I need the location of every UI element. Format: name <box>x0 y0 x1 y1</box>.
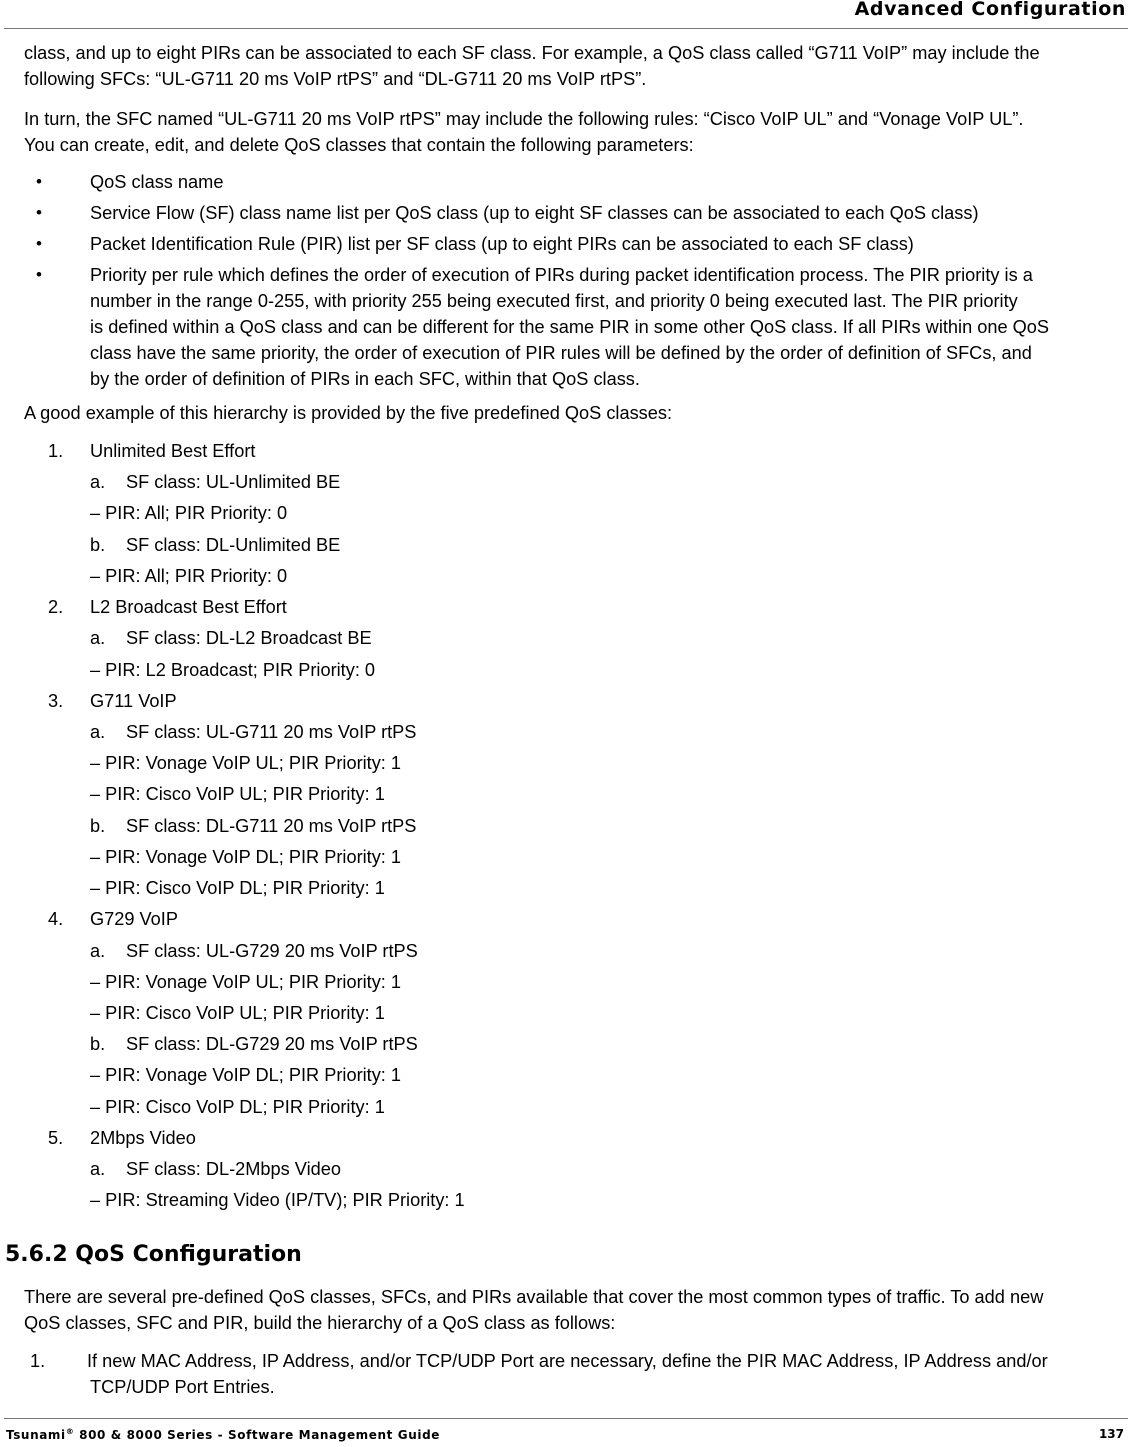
sf-class: SF class: DL-2Mbps Video <box>126 1159 341 1179</box>
list-number: 1. <box>48 441 64 461</box>
intro-line: In turn, the SFC named “UL-G711 20 ms VoIP rtPS” may include the following rules: “Cisco VoIP UL” and “Vonage VoIP UL”. <box>24 109 1024 129</box>
intro-line: following SFCs: “UL-G711 20 ms VoIP rtPS” and “DL-G711 20 ms VoIP rtPS”. <box>24 69 647 89</box>
pir-entry: – PIR: Cisco VoIP UL; PIR Priority: 1 <box>90 784 385 804</box>
page-number: 137 <box>1098 1427 1124 1441</box>
qos-class-name: G729 VoIP <box>90 909 178 929</box>
bullet-dot: • <box>36 203 42 222</box>
sf-letter: a. <box>90 628 106 648</box>
footer-rule <box>4 1418 1128 1419</box>
sf-letter: b. <box>90 816 106 836</box>
step-text: TCP/UDP Port Entries. <box>90 1377 275 1397</box>
list-number: 5. <box>48 1128 64 1148</box>
footer-guide-title: 800 & 8000 Series - Software Management Guide <box>74 1428 441 1442</box>
qos-class-name: Unlimited Best Effort <box>90 441 256 461</box>
pir-entry: – PIR: Streaming Video (IP/TV); PIR Priority: 1 <box>90 1190 465 1210</box>
bullet-text: number in the range 0-255, with priority 255 being executed first, and priority 0 being executed last. The PIR priority <box>90 291 1018 311</box>
footer-title <box>6 1427 440 1442</box>
bullet-dot: • <box>36 172 42 191</box>
footer-brand: Tsunami <box>6 1428 66 1442</box>
bullet-text: Packet Identification Rule (PIR) list per SF class (up to eight PIRs can be associated to each SF class) <box>90 234 914 254</box>
sf-class: SF class: UL-G729 20 ms VoIP rtPS <box>126 941 418 961</box>
bullet-text: Service Flow (SF) class name list per QoS class (up to eight SF classes can be associated to each QoS class) <box>90 203 979 223</box>
bullet-text: by the order of definition of PIRs in each SFC, within that QoS class. <box>90 369 640 389</box>
pir-entry: – PIR: All; PIR Priority: 0 <box>90 503 288 523</box>
qos-class-name: 2Mbps Video <box>90 1128 196 1148</box>
pir-entry: – PIR: Vonage VoIP DL; PIR Priority: 1 <box>90 847 402 867</box>
bullet-dot: • <box>36 265 42 284</box>
pir-entry: – PIR: L2 Broadcast; PIR Priority: 0 <box>90 660 376 680</box>
sf-class: SF class: DL-L2 Broadcast BE <box>126 628 372 648</box>
pir-entry: – PIR: Cisco VoIP DL; PIR Priority: 1 <box>90 1097 385 1117</box>
sf-class: SF class: UL-G711 20 ms VoIP rtPS <box>126 722 417 742</box>
section-paragraph-line: QoS classes, SFC and PIR, build the hierarchy of a QoS class as follows: <box>24 1313 616 1333</box>
example-intro: A good example of this hierarchy is provided by the five predefined QoS classes: <box>24 403 673 423</box>
pir-entry: – PIR: Vonage VoIP UL; PIR Priority: 1 <box>90 972 402 992</box>
sf-letter: a. <box>90 722 106 742</box>
registered-mark: ® <box>65 1427 75 1436</box>
pir-entry: – PIR: All; PIR Priority: 0 <box>90 566 288 586</box>
bullet-text: Priority per rule which defines the order of execution of PIRs during packet identification process. The PIR priority is a <box>90 265 1033 285</box>
list-number: 4. <box>48 909 64 929</box>
sf-letter: a. <box>90 1159 106 1179</box>
sf-letter: b. <box>90 1034 106 1054</box>
pir-entry: – PIR: Vonage VoIP UL; PIR Priority: 1 <box>90 753 402 773</box>
bullet-text: class have the same priority, the order of execution of PIR rules will be defined by the order of definition of SFCs, and <box>90 343 1032 363</box>
list-number: 2. <box>48 597 64 617</box>
sf-class: SF class: DL-Unlimited BE <box>126 535 341 555</box>
step-text: If new MAC Address, IP Address, and/or TCP/UDP Port are necessary, define the PIR MAC Address, IP Address and/or <box>87 1351 1048 1371</box>
qos-class-name: L2 Broadcast Best Effort <box>90 597 287 617</box>
pir-entry: – PIR: Cisco VoIP DL; PIR Priority: 1 <box>90 878 385 898</box>
bullet-text: is defined within a QoS class and can be different for the same PIR in some other QoS class. If all PIRs within one QoS <box>90 317 1050 337</box>
sf-class: SF class: DL-G711 20 ms VoIP rtPS <box>126 816 417 836</box>
qos-class-name: G711 VoIP <box>90 691 177 711</box>
sf-class: SF class: DL-G729 20 ms VoIP rtPS <box>126 1034 418 1054</box>
intro-line: class, and up to eight PIRs can be associated to each SF class. For example, a QoS class called “G711 VoIP” may include the <box>24 43 1040 63</box>
section-heading: 5.6.2 QoS Configuration <box>5 1242 302 1267</box>
bullet-text: QoS class name <box>90 172 224 192</box>
step-number: 1. <box>30 1351 46 1371</box>
sf-class: SF class: UL-Unlimited BE <box>126 472 341 492</box>
pir-entry: – PIR: Cisco VoIP UL; PIR Priority: 1 <box>90 1003 385 1023</box>
header-title: Advanced Configuration <box>854 0 1126 20</box>
list-number: 3. <box>48 691 64 711</box>
bullet-dot: • <box>36 234 42 253</box>
intro-line: You can create, edit, and delete QoS classes that contain the following parameters: <box>24 135 694 155</box>
sf-letter: a. <box>90 941 106 961</box>
section-paragraph-line: There are several pre-defined QoS classes, SFCs, and PIRs available that cover the most common types of traffic. To add new <box>24 1287 1044 1307</box>
sf-letter: a. <box>90 472 106 492</box>
sf-letter: b. <box>90 535 106 555</box>
header-rule <box>4 28 1128 29</box>
pir-entry: – PIR: Vonage VoIP DL; PIR Priority: 1 <box>90 1065 402 1085</box>
